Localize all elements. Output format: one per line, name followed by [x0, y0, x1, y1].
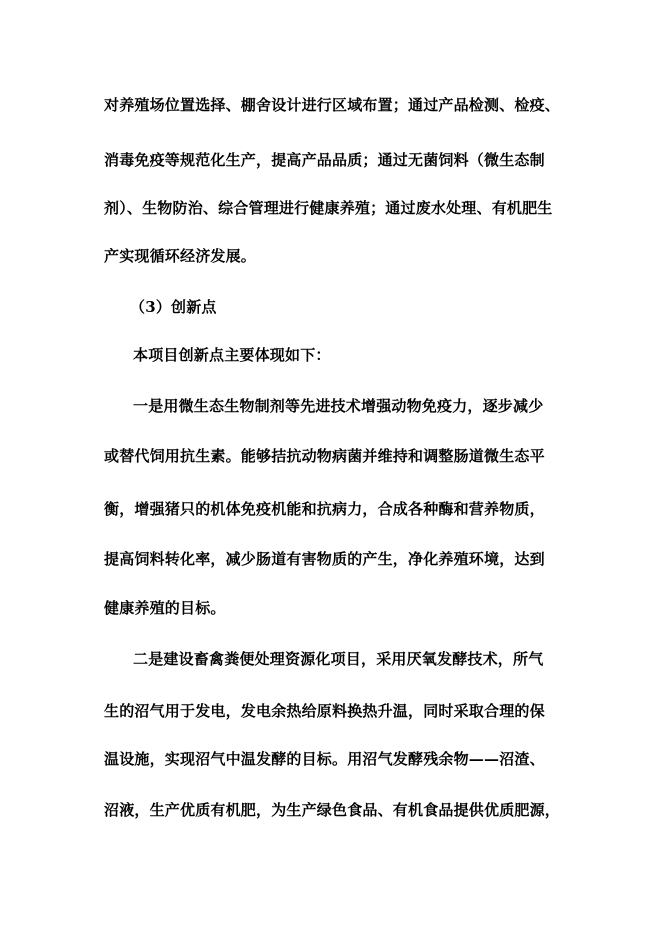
text-line-2: 消毒免疫等规范化生产，提高产品品质；通过无菌饲料（微生态制: [104, 151, 545, 169]
text-line-12: 二是建设畜禽粪便处理资源化项目，采用厌氧发酵技术，所气: [133, 650, 544, 668]
text-line-4: 产实现循环经济发展。: [104, 247, 257, 265]
text-line-7: 一是用微生态生物制剂等先进技术增强动物免疫力，逐步减少: [133, 397, 544, 415]
text-line-3: 剂）、生物防治、综合管理进行健康养殖；通过废水处理、有机肥生: [104, 199, 553, 217]
text-line-13: 生的沼气用于发电，发电余热给原料换热升温，同时采取合理的保: [104, 702, 545, 720]
section-heading: （3）创新点: [130, 298, 217, 316]
text-line-15: 沼液，生产优质有机肥，为生产绿色食品、有机食品提供优质肥源，: [104, 801, 561, 819]
text-line-1: 对养殖场位置选择、棚舍设计进行区域布置；通过产品检测、检疫、: [104, 96, 561, 114]
text-line-11: 健康养殖的目标。: [104, 599, 226, 617]
text-line-10: 提高饲料转化率，减少肠道有害物质的产生，净化养殖环境，达到: [104, 550, 545, 568]
text-line-8: 或替代饲用抗生素。能够拮抗动物病菌并维持和调整肠道微生态平: [104, 447, 545, 465]
text-line-6: 本项目创新点主要体现如下：: [133, 346, 331, 364]
text-line-9: 衡，增强猪只的机体免疫机能和抗病力，合成各种酶和营养物质，: [104, 500, 545, 518]
text-line-14: 温设施，实现沼气中温发酵的目标。用沼气发酵残余物——沼渣、: [104, 750, 545, 768]
